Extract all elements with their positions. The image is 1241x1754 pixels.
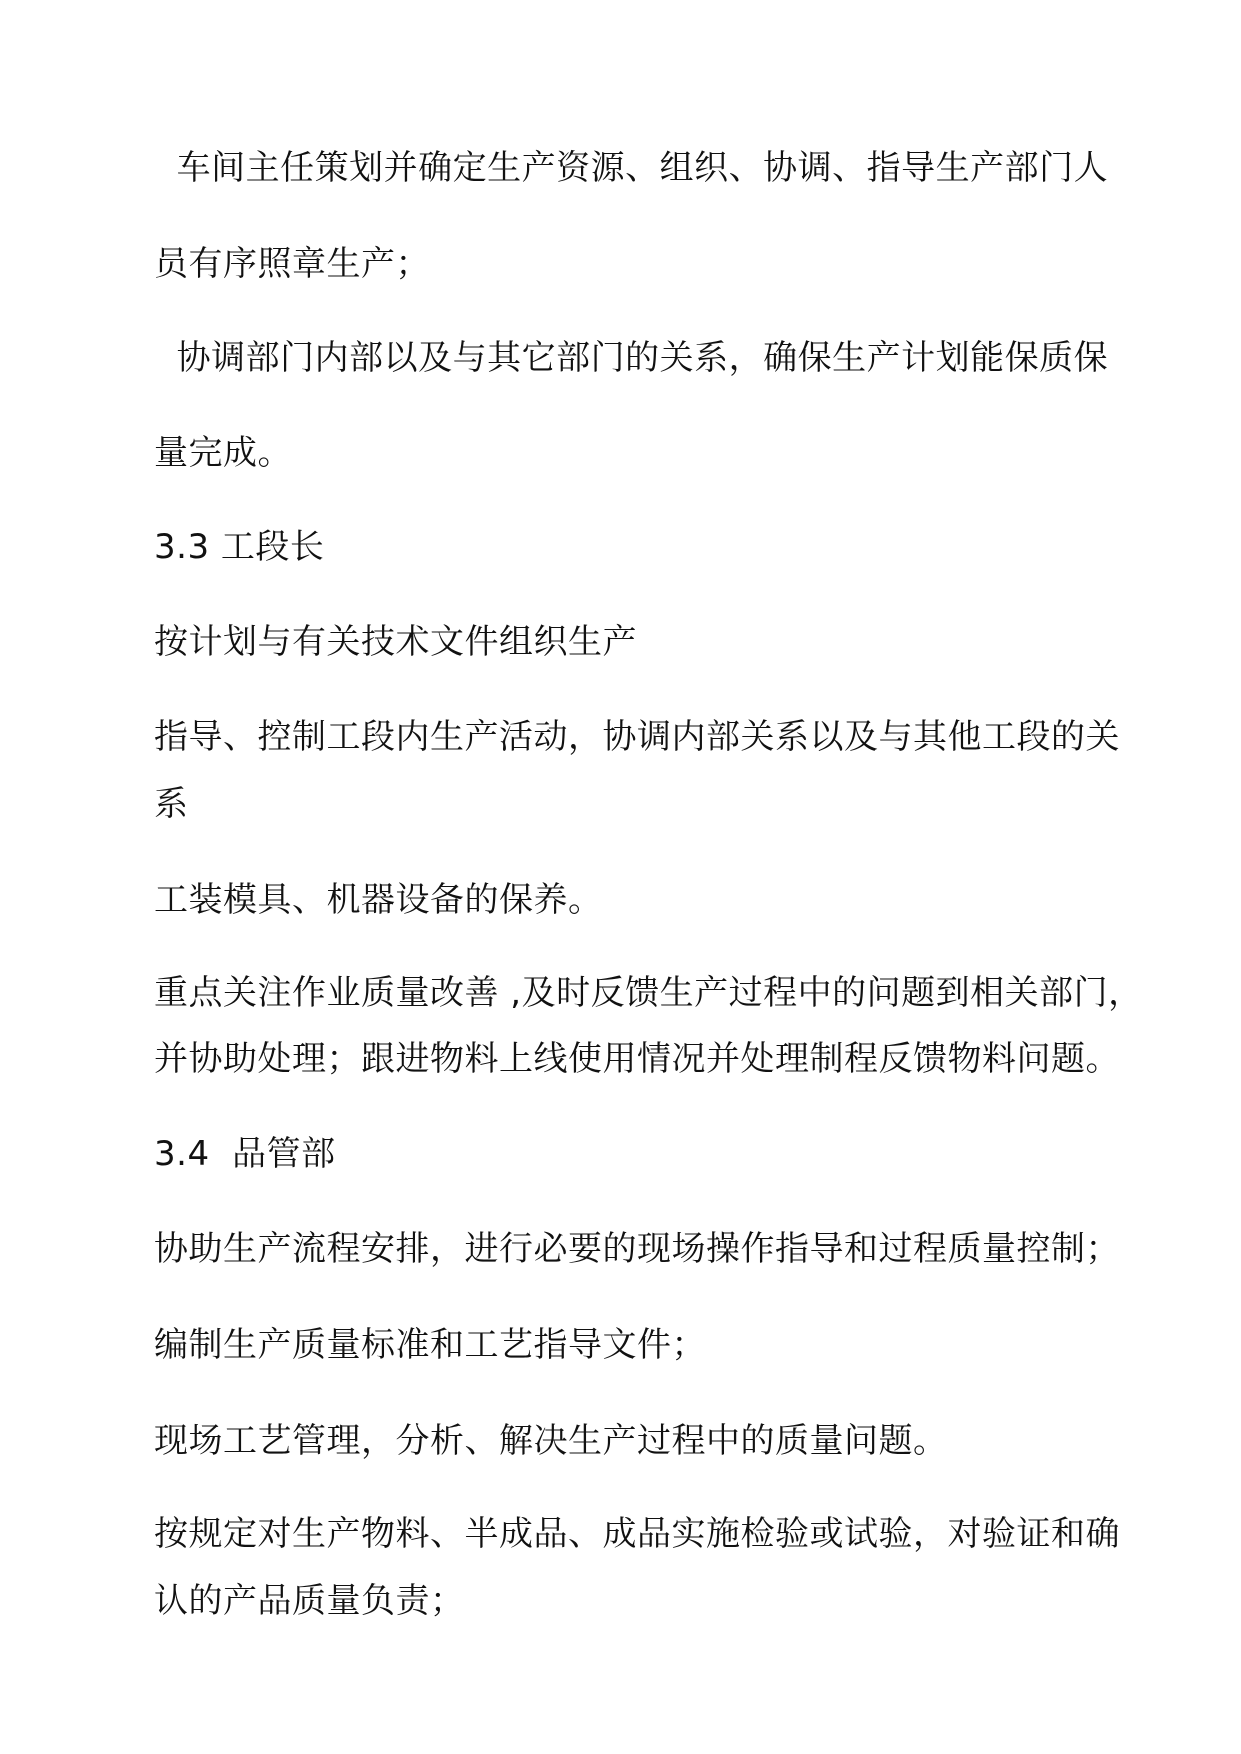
text-line: 按规定对生产物料、半成品、成品实施检验或试验，对验证和确 [154, 1514, 1120, 1554]
text-line: 认的产品质量负责； [154, 1581, 465, 1621]
text-line: 现场工艺管理，分析、解决生产过程中的质量问题。 [154, 1421, 948, 1461]
text-line: 并协助处理；跟进物料上线使用情况并处理制程反馈物料问题。 [154, 1039, 1120, 1079]
text-line: 编制生产质量标准和工艺指导文件； [154, 1325, 706, 1365]
text-line: 协助生产流程安排，进行必要的现场操作指导和过程质量控制； [154, 1229, 1120, 1269]
text-line: 工装模具、机器设备的保养。 [154, 880, 603, 920]
text-line: 按计划与有关技术文件组织生产 [154, 622, 637, 662]
section-heading: 3.3 工段长 [154, 527, 325, 567]
text-line: 车间主任策划并确定生产资源、组织、协调、指导生产部门人 [154, 148, 1109, 188]
section-heading: 3.4 品管部 [154, 1134, 336, 1174]
text-line: 系 [154, 784, 189, 824]
text-line: 员有序照章生产； [154, 244, 430, 284]
text-line: 协调部门内部以及与其它部门的关系，确保生产计划能保质保 [154, 338, 1109, 378]
text-line: 指导、控制工段内生产活动，协调内部关系以及与其他工段的关 [154, 717, 1120, 757]
text-line: 重点关注作业质量改善 ,及时反馈生产过程中的问题到相关部门， [154, 973, 1143, 1013]
text-line: 量完成。 [154, 433, 292, 473]
